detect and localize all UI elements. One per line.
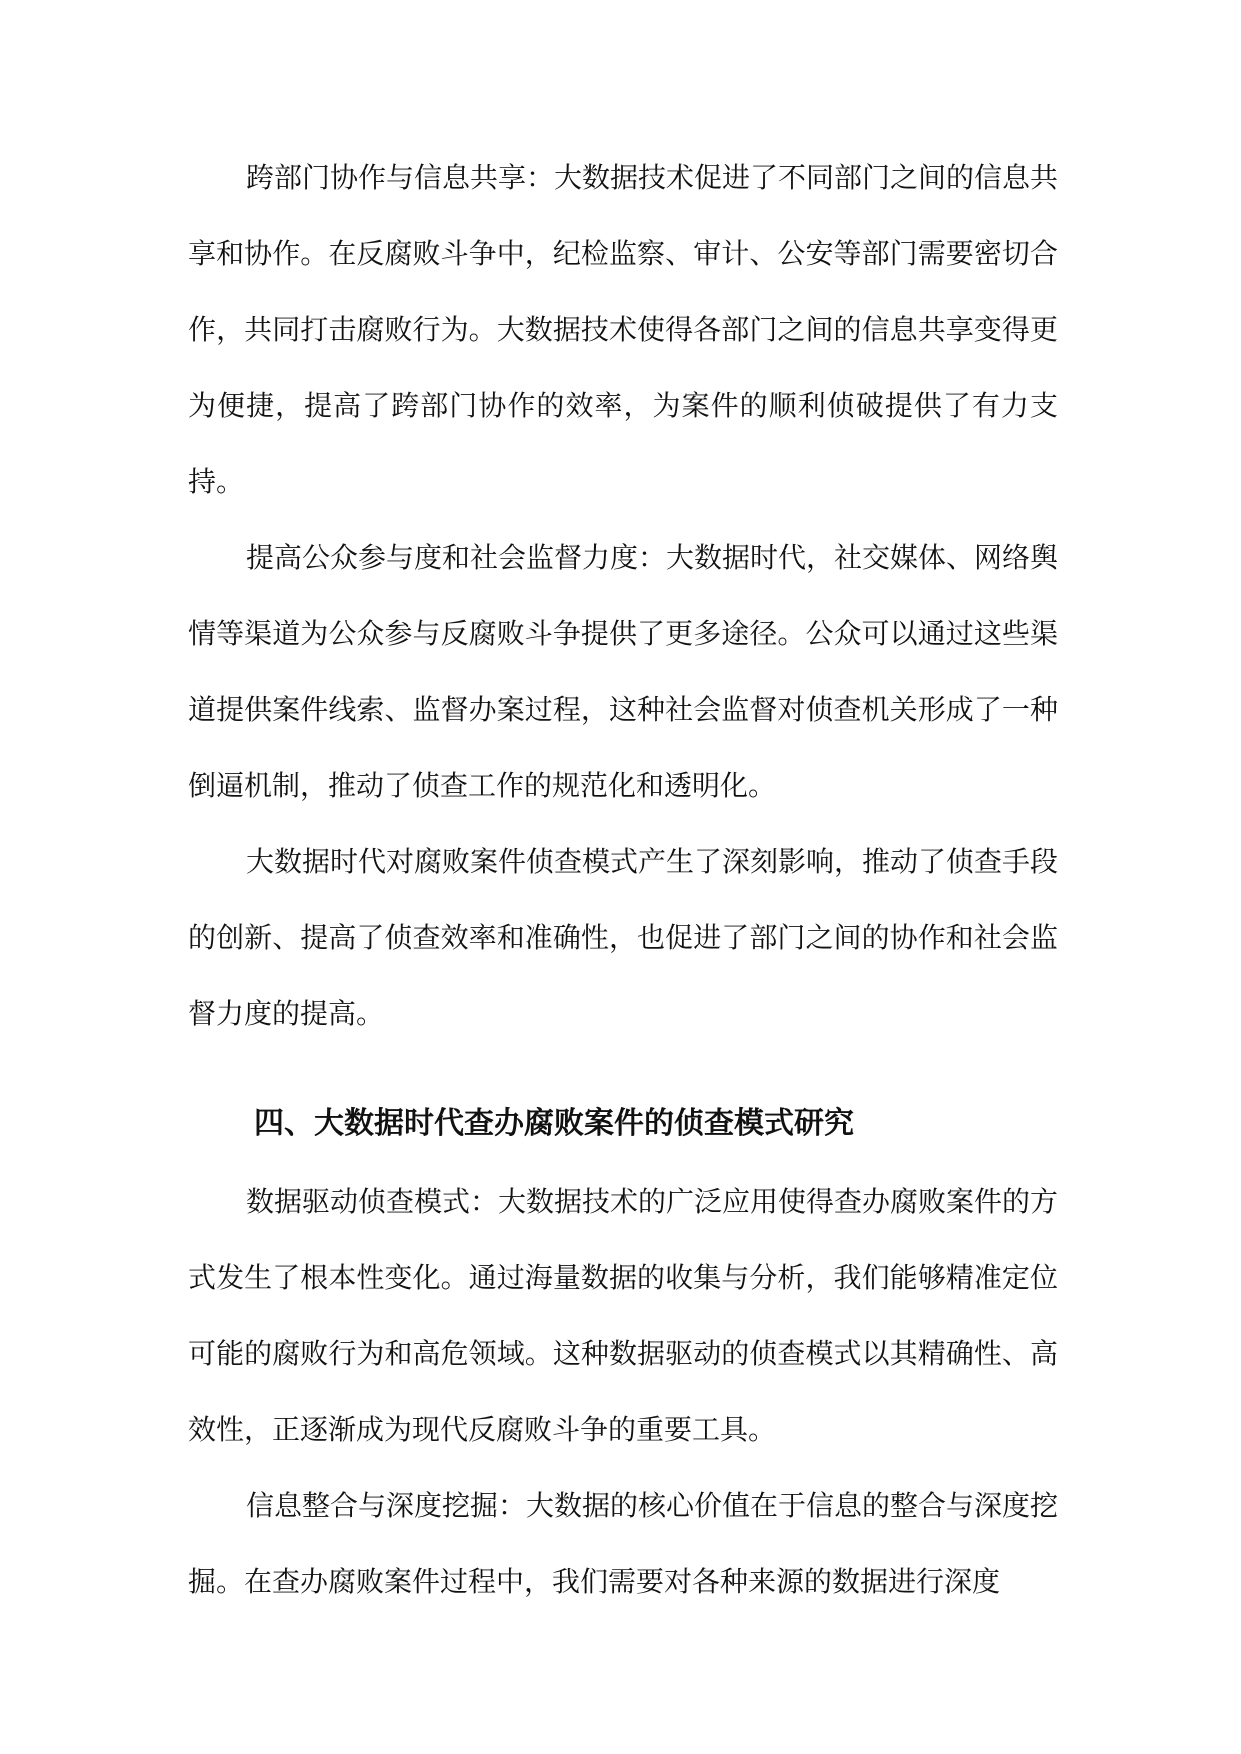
paragraph-information-integration: 信息整合与深度挖掘：大数据的核心价值在于信息的整合与深度挖掘。在查办腐败案件过程中，我们需要对各种来源的数据进行深度 bbox=[188, 1489, 1059, 1598]
section-heading: 四、大数据时代查办腐败案件的侦查模式研究 bbox=[254, 1106, 854, 1141]
paragraph-cross-department: 跨部门协作与信息共享：大数据技术促进了不同部门之间的信息共享和协作。在反腐败斗争中，纪检监察、审计、公安等部门需要密切合作，共同打击腐败行为。大数据技术使得各部门之间的信息共享变得更为便捷，提高了跨部门协作的效率，为案件的顺利侦破提供了有力支持。 bbox=[188, 161, 1059, 498]
page-content bbox=[188, 140, 1058, 1620]
paragraph-data-driven: 数据驱动侦查模式：大数据技术的广泛应用使得查办腐败案件的方式发生了根本性变化。通过海量数据的收集与分析，我们能够精准定位可能的腐败行为和高危领域。这种数据驱动的侦查模式以其精确性、高效性，正逐渐成为现代反腐败斗争的重要工具。 bbox=[188, 1185, 1059, 1446]
paragraph-public-participation: 提高公众参与度和社会监督力度：大数据时代，社交媒体、网络舆情等渠道为公众参与反腐败斗争提供了更多途径。公众可以通过这些渠道提供案件线索、监督办案过程，这种社会监督对侦查机关形成了一种倒逼机制，推动了侦查工作的规范化和透明化。 bbox=[188, 541, 1059, 802]
paragraph-summary: 大数据时代对腐败案件侦查模式产生了深刻影响，推动了侦查手段的创新、提高了侦查效率和准确性，也促进了部门之间的协作和社会监督力度的提高。 bbox=[188, 845, 1059, 1030]
